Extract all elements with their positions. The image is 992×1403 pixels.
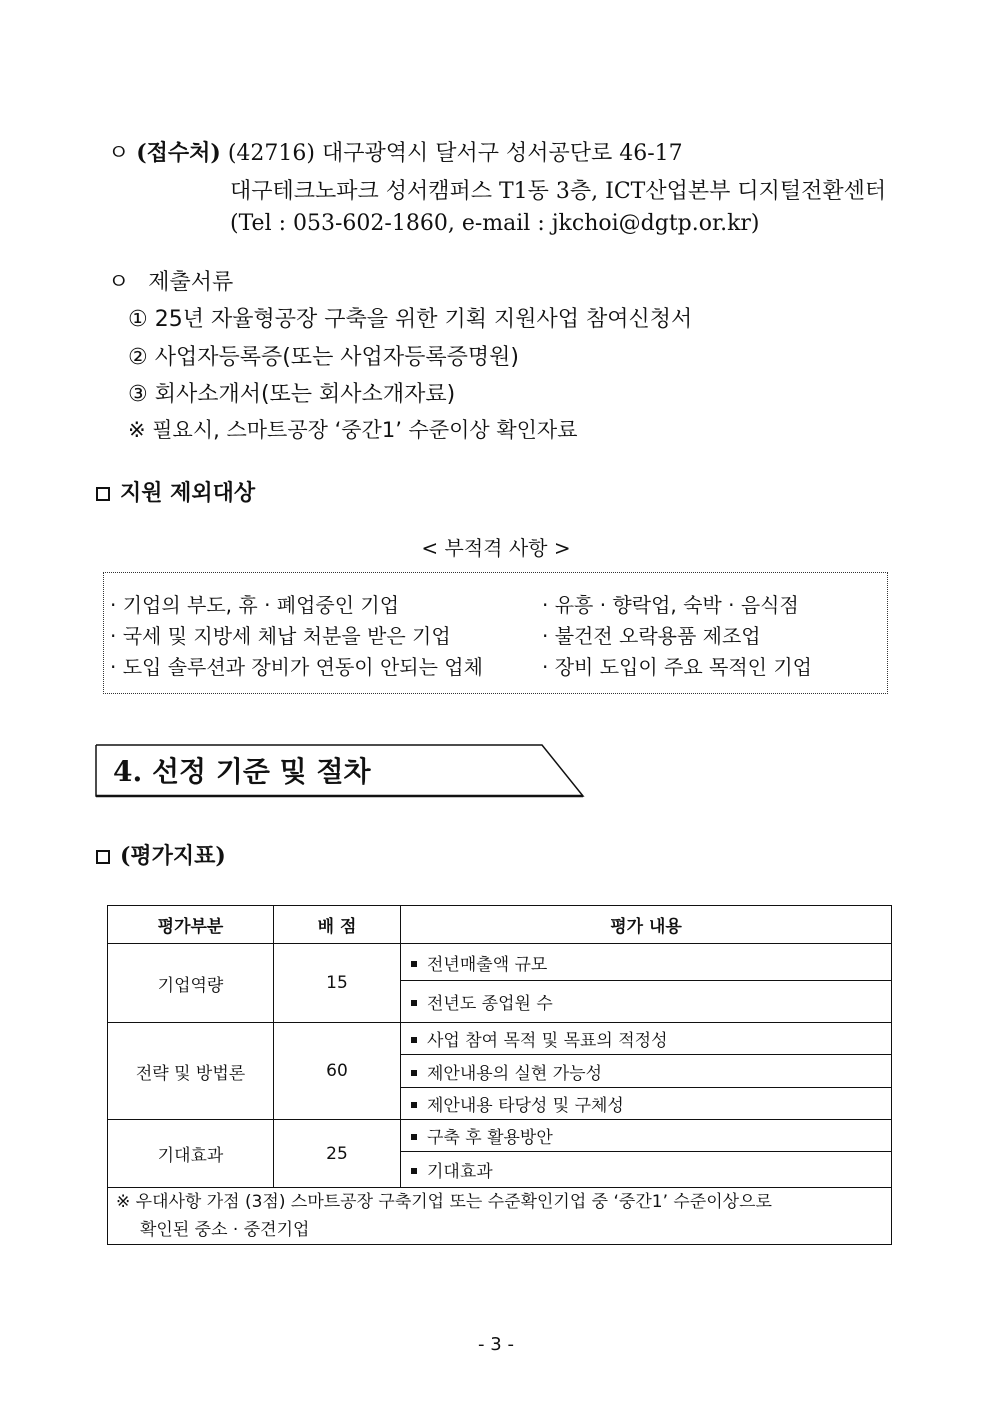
category-cell: 기대효과 xyxy=(108,1120,274,1188)
evaluation-heading-line xyxy=(96,839,226,870)
receipt-label-line xyxy=(108,136,683,167)
checkbox-square-icon xyxy=(96,850,110,864)
documents-heading: 제출서류 xyxy=(148,270,234,295)
receipt-contact: (Tel : 053-602-1860, e-mail : jkchoi@dgtp.or.kr) xyxy=(230,211,760,236)
document-item-3: ③ 회사소개서(또는 회사소개자료) xyxy=(128,382,456,407)
category-cell: 전략 및 방법론 xyxy=(108,1023,274,1120)
documents-bullet: ㅇ xyxy=(108,270,130,295)
score-cell: 60 xyxy=(274,1023,401,1120)
bullet-square-icon xyxy=(411,1168,417,1174)
bullet-square-icon xyxy=(411,1000,417,1006)
evaluation-heading: (평가지표) xyxy=(120,843,226,869)
content-cell xyxy=(401,944,892,981)
exclusion-box xyxy=(103,572,888,694)
content-text: 전년매출액 규모 xyxy=(427,954,548,975)
content-text: 제안내용 타당성 및 구체성 xyxy=(427,1096,624,1116)
bullet-square-icon xyxy=(411,961,417,967)
page-number: - 3 - xyxy=(478,1334,514,1355)
exclusion-right-3: · 장비 도입이 주요 목적인 기업 xyxy=(542,655,812,679)
score-cell: 15 xyxy=(274,944,401,1023)
content-text: 전년도 종업원 수 xyxy=(427,994,553,1014)
content-cell xyxy=(401,1055,892,1088)
document-item-2: ② 사업자등록증(또는 사업자등록증명원) xyxy=(128,345,519,370)
header-content: 평가 내용 xyxy=(401,906,892,944)
header-category: 평가부분 xyxy=(108,906,274,944)
note-line-1: ※ 우대사항 가점 (3점) 스마트공장 구축기업 또는 수준확인기업 중 ‘중간1’ 수준이상으로 xyxy=(116,1192,772,1212)
bullet-square-icon xyxy=(411,1070,417,1076)
receipt-center: 대구테크노파크 성서캠퍼스 T1동 3층, ICT산업본부 디지털전환센터 xyxy=(230,179,887,204)
content-cell xyxy=(401,1152,892,1188)
exclusion-left-3: · 도입 솔루션과 장비가 연동이 안되는 업체 xyxy=(110,655,483,679)
bullet-square-icon xyxy=(411,1102,417,1108)
receipt-address: (42716) 대구광역시 달서구 성서공단로 46-17 xyxy=(227,141,683,166)
checkbox-square-icon xyxy=(96,487,110,501)
score-cell: 25 xyxy=(274,1120,401,1188)
document-item-1: ① 25년 자율형공장 구축을 위한 기획 지원사업 참여신청서 xyxy=(128,307,693,332)
table-note-row xyxy=(108,1188,892,1245)
table-row xyxy=(108,1120,892,1152)
chapter-title: 4. 선정 기준 및 절차 xyxy=(113,755,371,788)
receipt-bullet: ㅇ xyxy=(108,141,130,166)
note-line-2: 확인된 중소 · 중견기업 xyxy=(140,1220,310,1240)
table-row xyxy=(108,944,892,981)
exclusion-left-1: · 기업의 부도, 휴 · 폐업중인 기업 xyxy=(110,593,400,617)
evaluation-table xyxy=(107,905,892,1245)
content-text: 구축 후 활용방안 xyxy=(427,1128,553,1148)
exclusion-left-2: · 국세 및 지방세 체납 처분을 받은 기업 xyxy=(110,624,451,648)
note-cell xyxy=(108,1188,892,1245)
content-cell xyxy=(401,1023,892,1055)
document-note: ※ 필요시, 스마트공장 ‘중간1’ 수준이상 확인자료 xyxy=(128,418,578,442)
documents-heading-line xyxy=(108,265,233,296)
table-row xyxy=(108,1023,892,1055)
exclusion-right-2: · 불건전 오락용품 제조업 xyxy=(542,624,761,648)
exclusion-heading: 지원 제외대상 xyxy=(120,481,256,506)
header-score: 배 점 xyxy=(274,906,401,944)
content-text: 기대효과 xyxy=(427,1162,493,1182)
content-text: 사업 참여 목적 및 목표의 적정성 xyxy=(427,1031,668,1051)
exclusion-heading-line xyxy=(96,476,255,507)
category-cell: 기업역량 xyxy=(108,944,274,1023)
bullet-square-icon xyxy=(411,1037,417,1043)
content-cell xyxy=(401,1120,892,1152)
exclusion-subtitle: < 부적격 사항 > xyxy=(421,536,571,560)
table-header-row xyxy=(108,906,892,944)
bullet-square-icon xyxy=(411,1134,417,1140)
receipt-label: (접수처) xyxy=(136,140,221,166)
content-cell xyxy=(401,1088,892,1120)
exclusion-right-1: · 유흥 · 향락업, 숙박 · 음식점 xyxy=(542,593,799,617)
content-cell xyxy=(401,981,892,1023)
content-text: 제안내용의 실현 가능성 xyxy=(427,1063,603,1084)
